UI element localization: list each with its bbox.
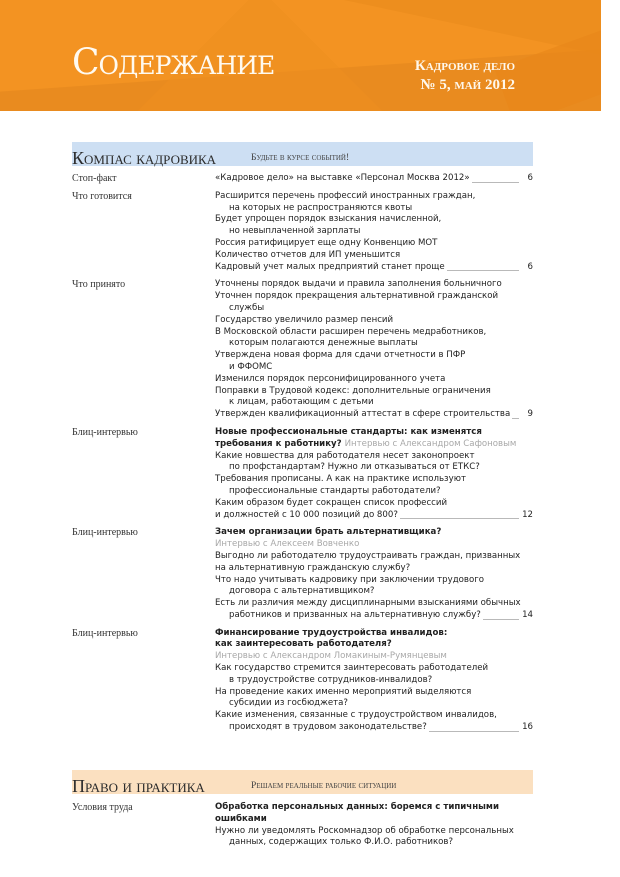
leader-line bbox=[400, 518, 519, 519]
article-title: субсидии из госбюджета? bbox=[229, 698, 348, 709]
article-title: Государство увеличило размер пенсий bbox=[215, 314, 394, 325]
article-title: Будет упрощен порядок взыскания начисленной, bbox=[215, 214, 442, 225]
article-line[interactable] bbox=[215, 474, 533, 486]
section-header-kompas bbox=[72, 142, 533, 166]
article-title: На проведение каких именно мероприятий выделяются bbox=[215, 686, 472, 697]
article-title: на которых не распространяются квоты bbox=[229, 202, 413, 213]
article-line[interactable] bbox=[215, 486, 533, 498]
section-title: Право и практика bbox=[72, 776, 205, 796]
article-title: данных, содержащих только Ф.И.О. работников? bbox=[229, 837, 454, 848]
toc-link[interactable] bbox=[215, 510, 533, 522]
leader-line bbox=[512, 418, 519, 419]
article-line[interactable] bbox=[215, 663, 533, 675]
article-line[interactable] bbox=[215, 551, 533, 563]
article-line[interactable] bbox=[215, 303, 533, 315]
article-line[interactable] bbox=[215, 710, 533, 722]
article-title: Какие новшества для работодателя несет законопроект bbox=[215, 450, 475, 461]
article-title: Обработка персональных данных: боремся с типичными bbox=[215, 802, 499, 812]
article-title: Зачем организации брать альтернативщика? bbox=[215, 527, 442, 538]
article-line[interactable] bbox=[215, 586, 533, 598]
article-title: Нужно ли уведомлять Роскомнадзор об обработке персональных bbox=[215, 825, 514, 836]
toc-entry bbox=[72, 191, 533, 274]
article-title: но невыплаченной зарплаты bbox=[229, 226, 361, 237]
entry-category: Блиц-интервью bbox=[72, 527, 138, 539]
entry-items bbox=[215, 191, 533, 274]
entry-category: Стоп-факт bbox=[72, 173, 117, 184]
toc-entry bbox=[72, 173, 533, 185]
article-line[interactable] bbox=[215, 802, 533, 814]
article-line[interactable] bbox=[215, 675, 533, 687]
article-line[interactable] bbox=[215, 386, 533, 398]
entry-items bbox=[215, 173, 533, 185]
toc-section-pravo bbox=[72, 802, 533, 855]
entry-category: Блиц-интервью bbox=[72, 627, 138, 639]
article-title: к лицам, работающим с детьми bbox=[229, 397, 374, 408]
article-line[interactable] bbox=[215, 397, 533, 409]
article-title: Расширится перечень профессий иностранных граждан, bbox=[215, 190, 476, 201]
article-title: Какие изменения, связанные с трудоустройством инвалидов, bbox=[215, 710, 497, 721]
entry-items bbox=[215, 527, 533, 621]
issue-info bbox=[415, 57, 515, 95]
entry-category: Блиц-интервью bbox=[72, 426, 138, 438]
leader-line bbox=[447, 270, 519, 271]
article-title: Уточнен порядок прекращения альтернативной гражданской bbox=[215, 291, 499, 302]
interview-credit: Интервью с Александром Сафоновым bbox=[344, 438, 517, 449]
article-title: Интервью с Александром Ломакиным-Румянцевым bbox=[215, 651, 447, 662]
article-title: ошибками bbox=[215, 813, 267, 824]
article-line[interactable] bbox=[215, 527, 533, 539]
leader-line bbox=[483, 619, 519, 620]
article-line[interactable] bbox=[215, 226, 533, 238]
article-title: Россия ратифицирует еще одну Конвенцию МОТ bbox=[215, 237, 438, 248]
article-title: Утверждена новая форма для сдачи отчетности в ПФР bbox=[215, 350, 466, 361]
article-title: Выгодно ли работодателю трудоустраивать граждан, призванных bbox=[215, 550, 521, 561]
article-line[interactable] bbox=[215, 837, 533, 849]
leader-line bbox=[472, 182, 519, 183]
toc-entry bbox=[72, 802, 533, 849]
entry-items bbox=[215, 628, 533, 734]
article-title: Поправки в Трудовой кодекс: дополнительные ограничения bbox=[215, 385, 491, 396]
article-title: требования к работнику? bbox=[215, 438, 342, 449]
article-line[interactable] bbox=[215, 598, 533, 610]
article-line[interactable] bbox=[215, 350, 533, 362]
entry-items bbox=[215, 279, 533, 421]
article-title: как заинтересовать работодателя? bbox=[215, 639, 392, 650]
toc-section-kompas bbox=[72, 173, 533, 740]
article-title: «Кадровое дело» на выставке «Персонал Москва 2012» bbox=[215, 173, 470, 183]
toc-link[interactable] bbox=[215, 610, 533, 622]
entry-category: Условия труда bbox=[72, 802, 133, 813]
article-line[interactable] bbox=[215, 563, 533, 575]
article-title: Что надо учитывать кадровику при заключении трудового bbox=[215, 574, 485, 585]
article-line[interactable] bbox=[215, 539, 533, 551]
article-line[interactable] bbox=[215, 628, 533, 640]
article-line[interactable] bbox=[215, 698, 533, 710]
article-line[interactable] bbox=[215, 279, 533, 291]
issue-number: № 5, май 2012 bbox=[420, 77, 515, 93]
leader-line bbox=[429, 731, 519, 732]
article-line[interactable] bbox=[215, 315, 533, 327]
page-title: Содержание bbox=[72, 42, 275, 83]
article-title: Утвержден квалификационный аттестат в сфере строительства bbox=[215, 409, 511, 420]
article-line[interactable] bbox=[215, 639, 533, 651]
article-line[interactable] bbox=[215, 291, 533, 303]
article-title: на альтернативную гражданскую службу? bbox=[215, 562, 411, 573]
article-title: Каким образом будет сокращен список профессий bbox=[215, 497, 448, 508]
article-line[interactable] bbox=[215, 826, 533, 838]
article-title: профессиональные стандарты работодатели? bbox=[229, 485, 441, 496]
toc-link[interactable] bbox=[215, 722, 533, 734]
article-line[interactable] bbox=[215, 327, 533, 339]
entry-category: Что готовится bbox=[72, 190, 132, 202]
toc-link[interactable] bbox=[215, 409, 533, 421]
article-title: Кадровый учет малых предприятий станет проще bbox=[215, 261, 445, 272]
article-title: Изменился порядок персонифицированного учета bbox=[215, 373, 446, 384]
article-title: и должностей с 10 000 позиций до 800? bbox=[215, 509, 398, 520]
article-title: Уточнены порядок выдачи и правила заполнения больничного bbox=[215, 279, 502, 290]
toc-entry bbox=[72, 279, 533, 421]
article-title: Новые профессиональные стандарты: как изменятся bbox=[215, 426, 482, 437]
article-title: работников и призванных на альтернативную службу? bbox=[229, 609, 481, 620]
article-line[interactable] bbox=[215, 575, 533, 587]
article-line[interactable] bbox=[215, 338, 533, 350]
article-line[interactable] bbox=[215, 451, 533, 463]
article-title: Как государство стремится заинтересовать работодателей bbox=[215, 663, 489, 674]
article-title: службы bbox=[229, 302, 265, 313]
page-number: 6 bbox=[527, 261, 533, 272]
article-line[interactable] bbox=[215, 427, 533, 439]
section-header-pravo bbox=[72, 770, 533, 794]
article-title: Финансирование трудоустройства инвалидов: bbox=[215, 627, 448, 638]
article-line[interactable] bbox=[215, 238, 533, 250]
article-title: В Московской области расширен перечень медработников, bbox=[215, 326, 487, 337]
article-title: происходят в трудовом законодательстве? bbox=[229, 722, 427, 733]
toc-link[interactable] bbox=[215, 262, 533, 274]
article-title: Требования прописаны. А как на практике используют bbox=[215, 474, 466, 485]
article-title: в трудоустройстве сотрудников-инвалидов? bbox=[229, 674, 433, 685]
article-title: Интервью с Алексеем Вовченко bbox=[215, 539, 360, 550]
toc-link[interactable] bbox=[215, 173, 533, 185]
article-title: которым полагаются денежные выплаты bbox=[229, 338, 418, 349]
article-line[interactable] bbox=[215, 374, 533, 386]
entry-category: Что принято bbox=[72, 279, 126, 291]
article-line[interactable] bbox=[215, 203, 533, 215]
article-line[interactable] bbox=[215, 214, 533, 226]
article-line[interactable] bbox=[215, 362, 533, 374]
section-subtitle: Решаем реальные рабочие ситуации bbox=[251, 781, 397, 791]
toc-entry bbox=[72, 628, 533, 734]
article-title: по профстандартам? Нужно ли отказываться от ЕТКС? bbox=[229, 462, 480, 473]
page-number: 6 bbox=[527, 173, 533, 183]
page-number: 12 bbox=[522, 509, 533, 520]
toc-entry bbox=[72, 527, 533, 621]
section-title: Компас кадровика bbox=[72, 148, 217, 168]
entry-items bbox=[215, 802, 533, 849]
article-title: договора с альтернативщиком? bbox=[229, 586, 375, 597]
section-subtitle: Будьте в курсе событий! bbox=[251, 153, 350, 163]
article-line[interactable] bbox=[215, 462, 533, 474]
article-line[interactable] bbox=[215, 687, 533, 699]
article-title: Есть ли различия между дисциплинарными взысканиями обычных bbox=[215, 598, 521, 609]
page-number: 14 bbox=[522, 609, 533, 620]
article-line[interactable] bbox=[215, 250, 533, 262]
entry-items bbox=[215, 427, 533, 521]
header-banner bbox=[0, 0, 601, 111]
page-number: 16 bbox=[522, 722, 533, 733]
article-line[interactable] bbox=[215, 651, 533, 663]
article-title: Количество отчетов для ИП уменьшится bbox=[215, 249, 401, 260]
article-title: и ФФОМС bbox=[229, 361, 273, 372]
page-number: 9 bbox=[527, 409, 533, 420]
article-line[interactable] bbox=[215, 439, 533, 451]
article-line[interactable] bbox=[215, 814, 533, 826]
article-line[interactable] bbox=[215, 498, 533, 510]
article-line[interactable] bbox=[215, 191, 533, 203]
magazine-name: Кадровое дело bbox=[414, 58, 515, 74]
toc-entry bbox=[72, 427, 533, 521]
